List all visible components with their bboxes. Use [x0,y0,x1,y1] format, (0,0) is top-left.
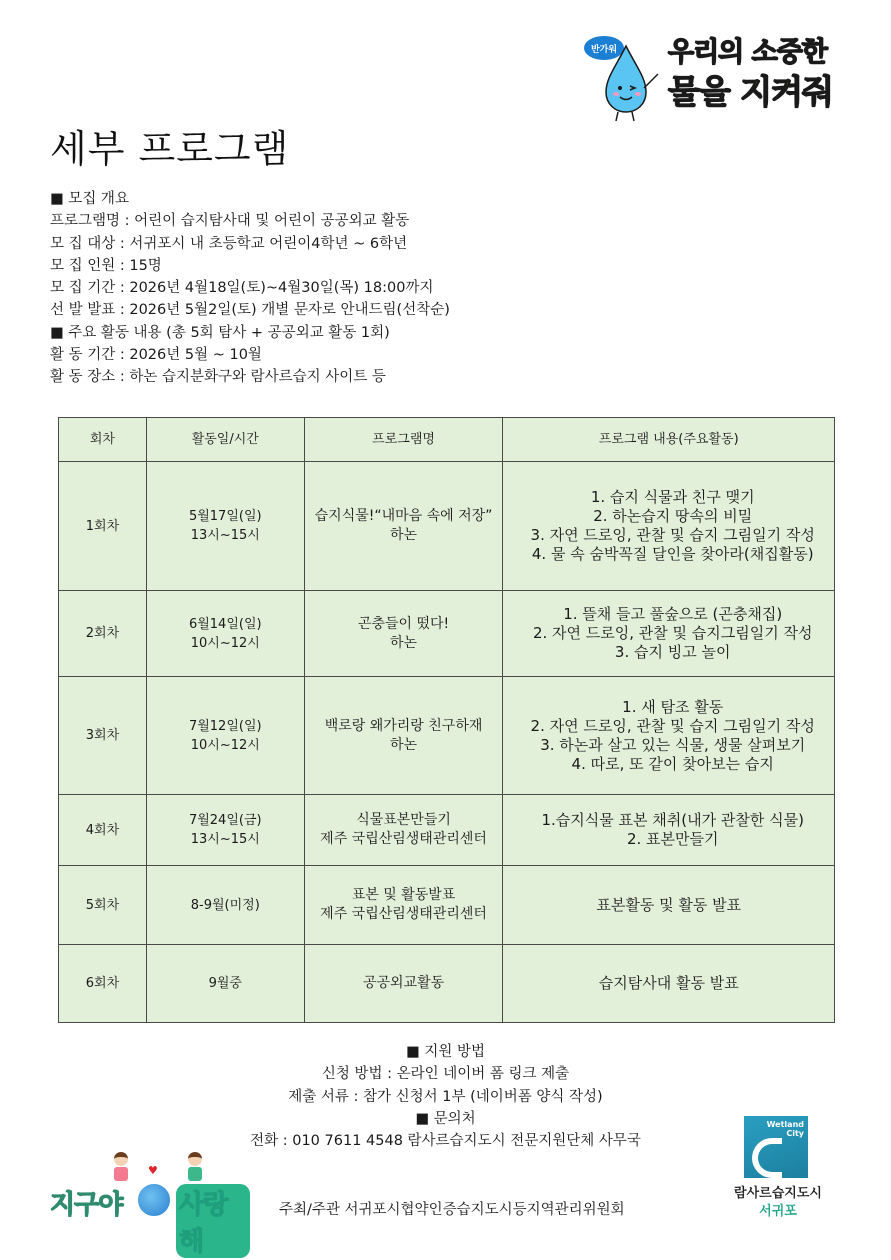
date-time-cell [146,866,304,945]
content-cell [503,795,835,866]
sponsor-text: 주최/주관 서귀포시협약인증습지도시등지역관리위원회 [279,1202,625,1218]
header-program-name: 프로그램명 [304,418,503,462]
wetland-city-name: 람사르습지도시 [734,1186,822,1201]
table-row [59,945,835,1023]
content-cell [503,677,835,795]
date-time-cell [146,591,304,677]
content-item: 2. 자연 드로잉, 관찰 및 습지그림일기 작성 [532,624,813,642]
required-documents: 제출 서류 : 참가 신청서 1부 (네이버폼 양식 작성) [288,1088,603,1105]
logo-slogan-line1: 우리의 소중한 [668,37,827,68]
girl-figure-icon [112,1152,130,1184]
program-cell [304,945,503,1023]
contact-section-heading: ■ 문의처 [415,1110,476,1127]
content-item: 1. 습지 식물과 친구 맺기 [590,488,755,506]
wetland-city-emblem-icon [744,1116,808,1178]
table-row [59,462,835,591]
time: 13시~15시 [190,528,260,543]
program-place: 하논 [390,736,418,753]
date: 5월17일(일) [188,509,262,524]
content-item: 1.습지식물 표본 채취(내가 관찰한 식물) [541,811,804,829]
emblem-label-city: City [786,1129,804,1138]
logo-text-earth: 지구야 [50,1190,123,1220]
date: 7월24일(금) [188,813,262,828]
page-title: 세부 프로그램 [50,127,290,171]
table-row [59,866,835,945]
program-place: 제주 국립산림생태관리센터 [320,906,487,922]
recruitment-overview [50,188,450,389]
time: 10시~12시 [190,635,260,651]
header-program-content: 프로그램 내용(주요활동) [503,418,835,462]
program-cell [304,795,503,866]
overview-target: 모 집 대상 : 서귀포시 내 초등학교 어린이4학년 ~ 6학년 [50,235,408,252]
content-cell [503,462,835,591]
round-cell: 2회차 [59,591,147,677]
round-cell: 6회차 [59,945,147,1023]
program-name: 백로랑 왜가리랑 친구하재 [324,717,483,734]
round-cell: 1회차 [59,462,147,591]
table-header-row [59,418,835,462]
header-round: 회차 [59,418,147,462]
date: 9월중 [208,976,242,991]
program-cell [304,591,503,677]
round-cell: 3회차 [59,677,147,795]
content-cell [503,591,835,677]
time: 13시~15시 [190,832,260,847]
date-time-cell [146,945,304,1023]
date-time-cell [146,462,304,591]
program-schedule-table [58,417,835,1023]
program-place: 하논 [390,634,418,651]
content-item: 2. 표본만들기 [626,830,719,848]
content-item: 3. 하논과 살고 있는 식물, 생물 살펴보기 [540,735,806,754]
date: 8-9월(미정) [190,897,260,913]
emblem-label-wetland: Wetland [766,1120,804,1129]
program-name: 표본 및 활동발표 [351,887,456,903]
program-place: 하논 [390,527,418,543]
overview-period: 모 집 기간 : 2026년 4월18일(토)~4월30일(목) 18:00까지 [50,280,434,297]
content-cell: 습지탐사대 활동 발표 [503,945,835,1023]
overview-section-heading: ■ 모집 개요 [50,191,129,207]
program-name: 습지식물!“내마음 속에 저장” [314,508,493,524]
activities-section-heading: ■ 주요 활동 내용 (총 5회 탐사 + 공공외교 활동 1회) [50,324,390,341]
table-row [59,795,835,866]
logo-text-love: 사랑해 [176,1184,250,1258]
overview-announcement: 선 발 발표 : 2026년 5월2일(토) 개별 문자로 안내드림(선착순) [50,302,450,319]
logo-word-particle: 을 [698,72,730,111]
wave-shape [752,1138,782,1178]
header-date-time: 활동일/시간 [146,418,304,462]
overview-capacity: 모 집 인원 : 15명 [50,257,162,274]
program-name: 공공외교활동 [362,975,445,991]
program-name: 곤충들이 떴다! [357,615,450,632]
round-cell: 4회차 [59,795,147,866]
date: 7월12일(일) [188,718,262,734]
love-earth-logo [50,1150,250,1257]
apply-method: 신청 방법 : 온라인 네이버 폼 링크 제출 [321,1066,570,1083]
content-item: 1. 새 탐조 활동 [622,697,724,716]
content-item: 2. 자연 드로잉, 관찰 및 습지 그림일기 작성 [530,716,815,735]
program-name: 식물표본만들기 [356,812,451,828]
water-campaign-logo [578,24,838,112]
date-time-cell [146,677,304,795]
activity-location: 활 동 장소 : 하논 습지분화구와 람사르습지 사이트 등 [50,369,386,386]
support-section-heading: ■ 지원 방법 [406,1044,485,1060]
greeting-bubble: 반가워 [584,36,624,60]
table-row [59,677,835,795]
contact-phone: 전화 : 010 7611 4548 람사르습지도시 전문지원단체 사무국 [250,1133,641,1150]
logo-slogan-line2 [668,66,833,113]
overview-program-name: 프로그램명 : 어린이 습지탐사대 및 어린이 공공외교 활동 [50,213,410,230]
water-drop-mascot-icon [598,42,668,122]
content-item: 4. 따로, 또 같이 찾아보는 습지 [571,754,774,773]
program-cell [304,462,503,591]
time: 10시~12시 [190,737,260,753]
boy-figure-icon [186,1152,204,1184]
logo-word-water: 물 [668,72,699,111]
activity-period: 활 동 기간 : 2026년 5월 ~ 10월 [50,347,262,364]
content-item: 4. 물 속 숨박꼭질 달인을 찾아라(채집활동) [531,545,814,563]
content-item: 3. 자연 드로잉, 관찰 및 습지 그림일기 작성 [530,526,815,544]
round-cell: 5회차 [59,866,147,945]
content-cell: 표본활동 및 활동 발표 [503,866,835,945]
globe-mascot-icon [136,1182,172,1218]
content-item: 2. 하논습지 땅속의 비밀 [593,507,753,525]
logo-word-protect: 지켜줘 [740,72,833,111]
date-time-cell [146,795,304,866]
wetland-city-logo [728,1116,834,1219]
table-row [59,591,835,677]
program-place: 제주 국립산림생태관리센터 [320,831,487,847]
content-item: 1. 뜰채 들고 풀숲으로 (곤충채집) [563,605,783,623]
program-cell [304,677,503,795]
wetland-city-region: 서귀포 [759,1204,797,1219]
program-cell [304,866,503,945]
heart-icon: ♥ [148,1164,158,1177]
content-item: 3. 습지 빙고 놀이 [614,643,731,661]
date: 6월14일(일) [188,616,262,632]
